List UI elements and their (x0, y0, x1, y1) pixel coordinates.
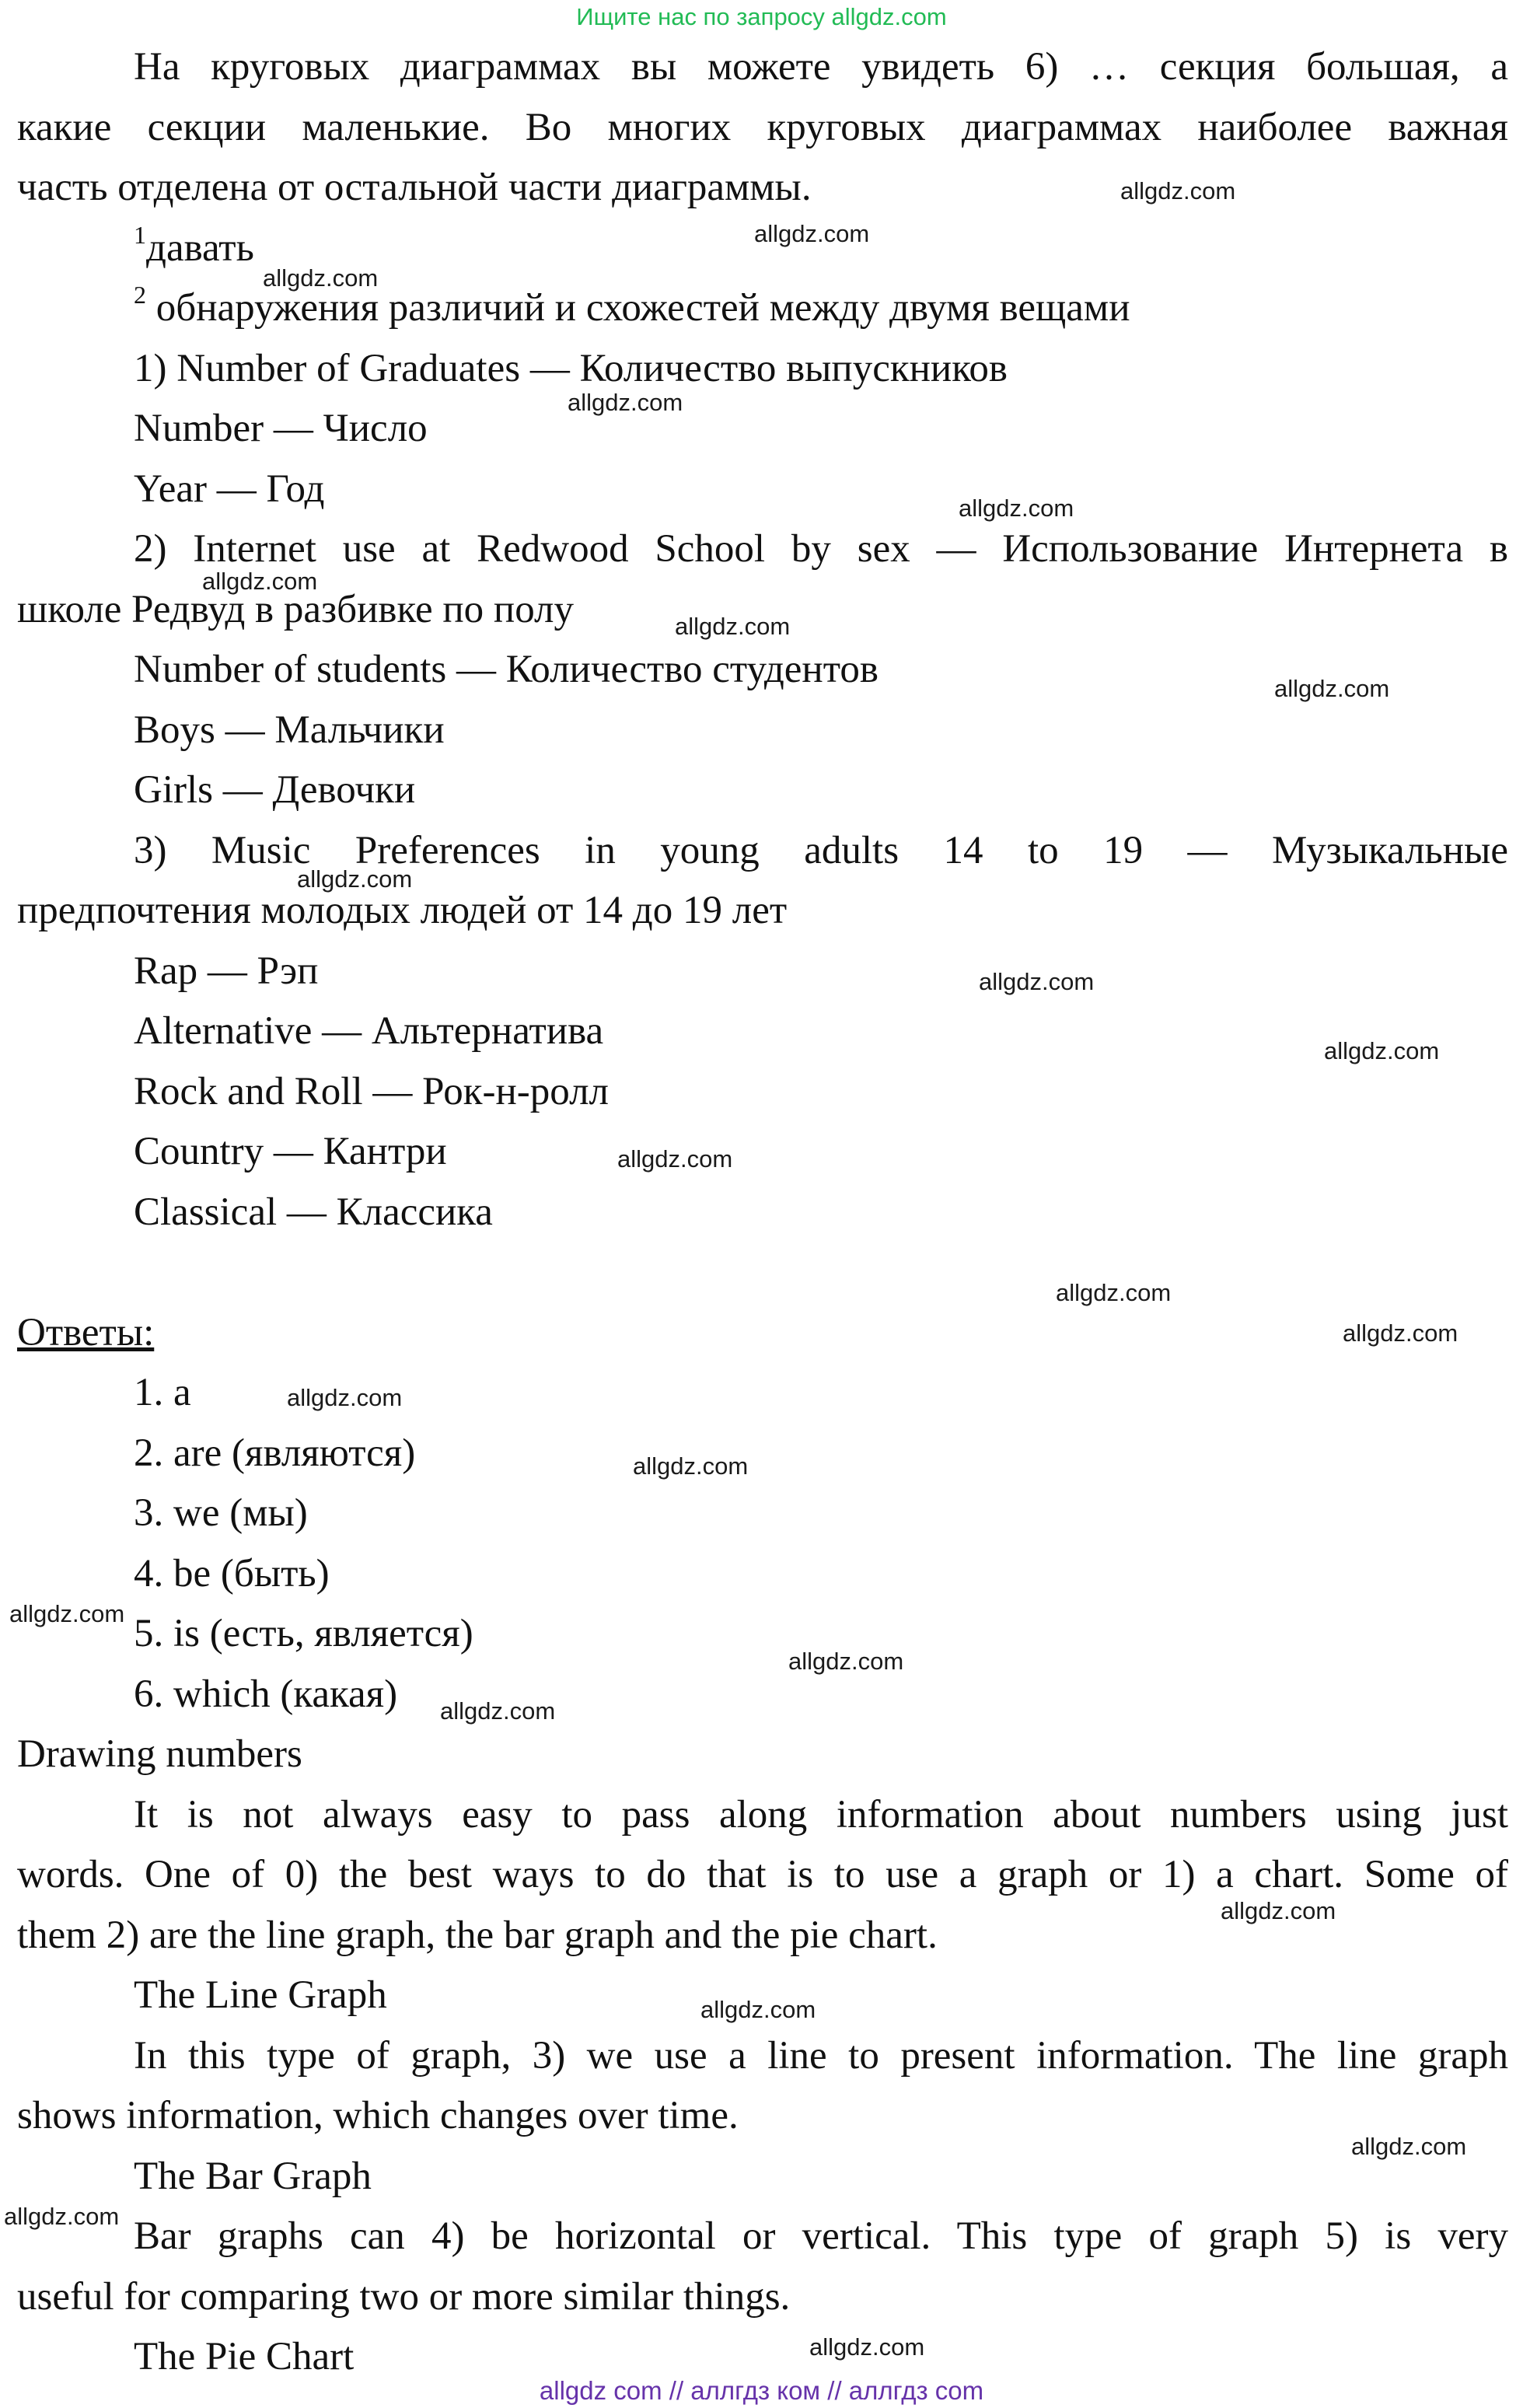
watermark: allgdz.com (568, 389, 683, 416)
paragraph-line: Bar graphs can 4) be horizontal or vertical. This type of graph 5) is very (134, 2214, 1508, 2258)
watermark: allgdz.com (9, 1600, 125, 1627)
translation-item: Year — Год (134, 467, 325, 511)
answer-item: 3. we (мы) (134, 1491, 308, 1535)
translation-item: предпочтения молодых людей от 14 до 19 лет (17, 889, 788, 932)
footnote-text: обнаружения различий и схожестей между двумя вещами (146, 286, 1130, 330)
watermark: allgdz.com (1324, 1037, 1440, 1064)
translation-item: Number — Число (134, 407, 428, 450)
answers-heading: Ответы: (17, 1310, 155, 1354)
answer-item: 1. a (134, 1371, 191, 1414)
paragraph-line: useful for comparing two or more similar things. (17, 2274, 791, 2319)
watermark: allgdz.com (1120, 177, 1236, 204)
subheading: The Line Graph (134, 1973, 387, 2017)
paragraph-line: them 2) are the line graph, the bar graph and the pie chart. (17, 1913, 938, 1957)
paragraph-line: часть отделена от остальной части диаграммы. (17, 166, 812, 209)
subheading: The Pie Chart (134, 2335, 355, 2378)
watermark: allgdz.com (633, 1452, 749, 1480)
section-heading: Drawing numbers (17, 1732, 302, 1776)
document-body (17, 37, 1508, 2388)
watermark: allgdz.com (1274, 675, 1390, 702)
watermark: allgdz.com (287, 1384, 403, 1411)
watermark: allgdz.com (1343, 1319, 1458, 1347)
paragraph-line: какие секции маленькие. Во многих круговых диаграммах наиболее важная (17, 105, 1508, 149)
watermark: allgdz.com (202, 568, 318, 595)
watermark: allgdz.com (979, 968, 1095, 995)
answer-item: 5. is (есть, является) (134, 1612, 473, 1655)
paragraph-line: words. One of 0) the best ways to do that is to use a graph or 1) a chart. Some of (17, 1853, 1508, 1896)
subheading: The Bar Graph (134, 2154, 372, 2198)
watermark: allgdz.com (1221, 1897, 1336, 1924)
watermark: allgdz.com (788, 1648, 904, 1675)
translation-item: 1) Number of Graduates — Количество выпускников (134, 346, 1008, 390)
paragraph-line: It is not always easy to pass along information about numbers using just (134, 1792, 1508, 1837)
answer-item: 2. are (являются) (134, 1431, 416, 1475)
translation-item: Alternative — Альтернатива (134, 1009, 604, 1053)
watermark: allgdz.com (4, 2203, 120, 2230)
translation-item: 2) Internet use at Redwood School by sex — Использование Интернета в (134, 527, 1508, 571)
translation-item: Boys — Мальчики (134, 708, 445, 752)
paragraph-line: shows information, which changes over time. (17, 2094, 739, 2137)
watermark: allgdz.com (754, 220, 870, 247)
translation-item: Country — Кантри (134, 1130, 447, 1173)
search-banner[interactable]: Ищите нас по запросу allgdz.com (576, 3, 947, 30)
translation-item: Number of students — Количество студентов (134, 648, 879, 691)
watermark: allgdz.com (959, 495, 1074, 522)
translation-item: 3) Music Preferences in young adults 14 to 19 — Музыкальные (134, 828, 1508, 872)
watermark: allgdz.com (1351, 2133, 1467, 2160)
translation-item: Classical — Классика (134, 1190, 493, 1234)
blank-line (17, 1242, 1508, 1303)
footnote-number: 1 (134, 220, 146, 249)
answer-item: 6. which (какая) (134, 1672, 398, 1716)
watermark: allgdz.com (617, 1145, 733, 1173)
watermark: allgdz.com (675, 613, 791, 640)
footnote-text: давать (146, 225, 254, 270)
watermark: allgdz.com (809, 2333, 925, 2361)
watermark: allgdz.com (440, 1697, 556, 1725)
translation-item: школе Редвуд в разбивке по полу (17, 587, 574, 631)
paragraph-line: На круговых диаграммах вы можете увидеть 6) … секция большая, а (134, 45, 1508, 89)
watermark: allgdz.com (1056, 1279, 1172, 1306)
translation-item: Girls — Девочки (134, 768, 416, 812)
watermark: allgdz.com (297, 865, 413, 893)
watermark: allgdz.com (700, 1996, 816, 2023)
watermark: allgdz.com (263, 264, 379, 292)
answer-item: 4. be (быть) (134, 1551, 330, 1595)
footnote-2 (17, 278, 1508, 339)
translation-item: Rap — Рэп (134, 949, 319, 993)
footer-links[interactable]: allgdz com // аллгдз ком // аллгдз com (539, 2376, 984, 2405)
footnote-number: 2 (134, 281, 146, 309)
paragraph-line: In this type of graph, 3) we use a line to present information. The line graph (134, 2033, 1508, 2078)
translation-item: Rock and Roll — Рок-н-ролл (134, 1069, 610, 1113)
